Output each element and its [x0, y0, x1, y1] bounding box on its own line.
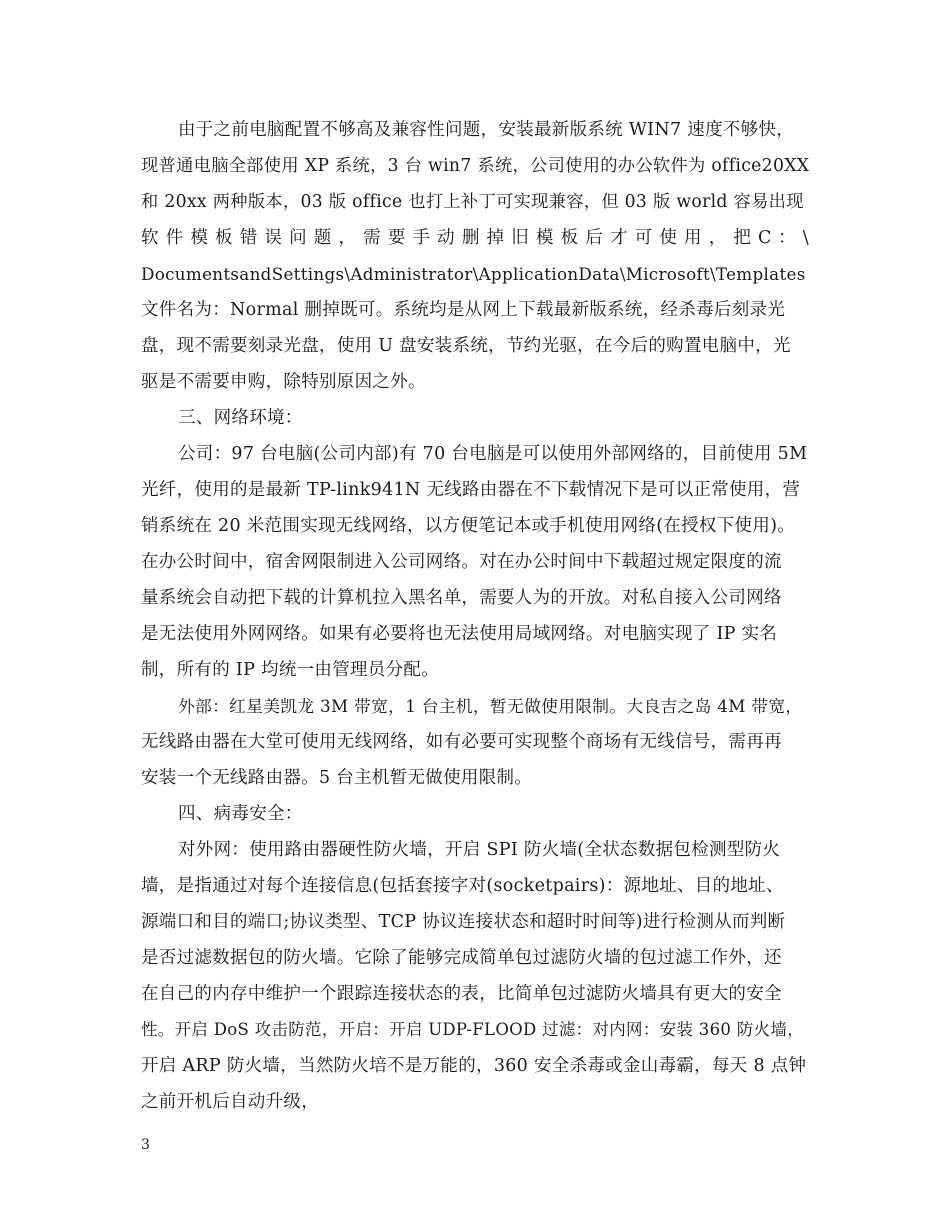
text-line: 量系统会自动把下载的计算机拉入黑名单，需要人为的开放。对私自接入公司网络 — [141, 588, 782, 608]
text-line: 销系统在 20 米范围实现无线网络，以方便笔记本或手机使用网络(在授权下使用)。 — [141, 516, 796, 536]
text-line: DocumentsandSettings\Administrator\ApplicationData\Microsoft\Templates — [141, 264, 806, 284]
text-line: 盘，现不需要刻录光盘，使用 U 盘安装系统，节约光驱，在今后的购置电脑中，光 — [141, 336, 791, 356]
text-line: 文件名为：Normal 删掉既可。系统均是从网上下载最新版系统，经杀毒后刻录光 — [141, 300, 786, 320]
text-line: 软 件 模 板 错 误 问 题 ， 需 要 手 动 删 掉 旧 模 板 后 才 可 使 用 ， 把 C ： \ — [141, 228, 809, 248]
text-line: 性。开启 DoS 攻击防范，开启：开启 UDP-FLOOD 过滤：对内网：安装 360 防火墙， — [141, 1020, 804, 1039]
text-line: 外部：红星美凯龙 3M 带宽，1 台主机，暂无做使用限制。大良吉之岛 4M 带宽， — [178, 696, 803, 716]
text-line: 是否过滤数据包的防火墙。它除了能够完成简单包过滤防火墙的包过滤工作外，还 — [141, 948, 782, 968]
section-heading: 三、网络环境： — [178, 408, 303, 428]
section-heading: 四、病毒安全： — [178, 804, 303, 824]
text-line: 由于之前电脑配置不够高及兼容性问题，安装最新版系统 WIN7 速度不够快， — [178, 120, 795, 140]
text-line: 之前开机后自动升级， — [141, 1092, 319, 1112]
text-line: 在自己的内存中维护一个跟踪连接状态的表，比简单包过滤防火墙具有更大的安全 — [141, 984, 782, 1004]
text-line: 对外网：使用路由器硬性防火墙，开启 SPI 防火墙(全状态数据包检测型防火 — [178, 840, 781, 860]
text-line: 安装一个无线路由器。5 台主机暂无做使用限制。 — [141, 768, 533, 788]
text-line: 和 20xx 两种版本，03 版 office 也打上补丁可实现兼容，但 03 版 world 容易出现 — [141, 192, 804, 212]
text-line: 开启 ARP 防火墙，当然防火培不是万能的，360 安全杀毒或金山毒霸，每天 8 点钟 — [141, 1056, 807, 1076]
text-line: 公司：97 台电脑(公司内部)有 70 台电脑是可以使用外部网络的，目前使用 5M — [178, 444, 808, 464]
text-line: 制，所有的 IP 均统一由管理员分配。 — [141, 660, 440, 680]
text-line: 墙，是指通过对每个连接信息(包括套接字对(socketpairs)：源地址、目的地址、 — [141, 876, 784, 896]
page-number: 3 — [141, 1137, 150, 1153]
text-line: 是无法使用外网网络。如果有必要将也无法使用局域网络。对电脑实现了 IP 实名 — [141, 624, 778, 644]
text-line: 驱是不需要申购，除特别原因之外。 — [141, 372, 426, 392]
text-line: 光纤，使用的是最新 TP-link941N 无线路由器在不下载情况下是可以正常使用，营 — [141, 480, 801, 500]
text-line: 源端口和目的端口;协议类型、TCP 协议连接状态和超时时间等)进行检测从而判断 — [141, 912, 786, 932]
text-line: 在办公时间中，宿舍网限制进入公司网络。对在办公时间中下载超过规定限度的流 — [141, 552, 782, 572]
text-line: 无线路由器在大堂可使用无线网络，如有必要可实现整个商场有无线信号，需再再 — [141, 732, 782, 752]
text-line: 现普通电脑全部使用 XP 系统，3 台 win7 系统，公司使用的办公软件为 office20XX — [141, 156, 810, 176]
